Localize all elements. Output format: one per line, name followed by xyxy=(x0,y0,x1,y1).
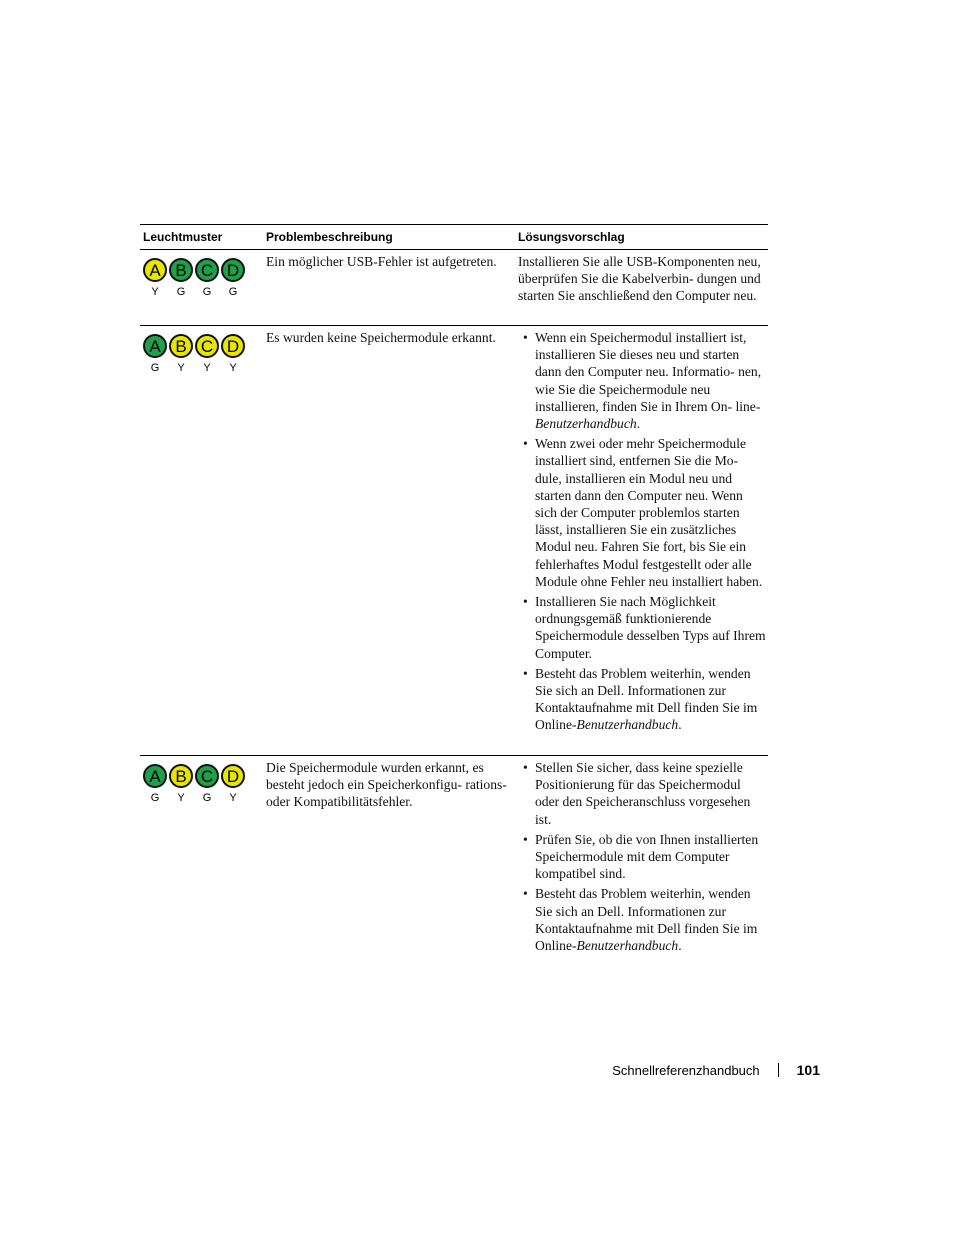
solution-item: • Besteht das Problem weiterhin, wenden Sie sich an Dell. Informationen zur Kontaktaufnahme mit Dell finden Sie im Online-Benutzerhandbuch. xyxy=(518,885,766,954)
light-d-color: G xyxy=(228,286,238,298)
solution-item: • Wenn ein Speichermodul installiert ist, installieren Sie dieses neu und starten dann den Computer neu. Informatio- nen, wie Sie die Speichermodule neu installieren, finden Sie in Ihrem On- line-Benutzerhandbuch. xyxy=(518,329,766,432)
page-number: 101 xyxy=(796,1062,820,1078)
light-d-color: Y xyxy=(229,792,237,804)
light-d-color: Y xyxy=(229,362,237,374)
light-d-icon: D xyxy=(221,764,245,788)
light-a-color: G xyxy=(150,792,160,804)
footer-title: Schnellreferenzhandbuch xyxy=(612,1062,760,1078)
light-a-icon: A xyxy=(143,764,167,788)
light-b-icon: B xyxy=(169,764,193,788)
solution-text: Installieren Sie alle USB-Komponenten neu, überprüfen Sie die Kabelverbin- dungen und starten Sie anschließend den Computer neu. xyxy=(518,254,761,304)
page-footer xyxy=(612,1062,820,1078)
table-row xyxy=(140,326,768,756)
light-pattern xyxy=(143,258,263,298)
light-pattern xyxy=(143,764,263,804)
diagnostic-lights-table xyxy=(140,224,768,966)
light-c-color: Y xyxy=(203,362,211,374)
problem-description: Es wurden keine Speichermodule erkannt. xyxy=(266,330,496,345)
light-c-icon: C xyxy=(195,764,219,788)
light-b-icon: B xyxy=(169,258,193,282)
light-c-icon: C xyxy=(195,258,219,282)
table-row xyxy=(140,756,768,966)
table-header xyxy=(140,225,768,250)
problem-description: Die Speichermodule wurden erkannt, es besteht jedoch ein Speicherkonfigu- rations- oder Kompatibilitätsfehler. xyxy=(266,760,507,810)
solution-item: • Wenn zwei oder mehr Speichermodule installiert sind, entfernen Sie die Mo- dule, installieren ein Modul neu und starten dann den Computer neu. Wenn sich der Computer problemlos starten lässt, installieren Sie ein zusätzliches Modul neu. Fahren Sie fort, bis Sie ein fehlerhaftes Modul festgestellt oder alle Module ohne Fehler neu installiert haben. xyxy=(518,435,766,590)
header-loesungsvorschlag: Lösungsvorschlag xyxy=(518,230,625,244)
header-problembeschreibung: Problembeschreibung xyxy=(266,230,393,244)
light-c-icon: C xyxy=(195,334,219,358)
light-a-color: Y xyxy=(151,286,159,298)
footer-separator xyxy=(778,1063,779,1077)
solution-item: • Stellen Sie sicher, dass keine spezielle Positionierung für das Speichermodul oder den Speicheranschluss vorgesehen ist. xyxy=(518,759,766,828)
solution-item: • Besteht das Problem weiterhin, wenden Sie sich an Dell. Informationen zur Kontaktaufnahme mit Dell finden Sie im Online-Benutzerhandbuch. xyxy=(518,665,766,734)
light-d-icon: D xyxy=(221,258,245,282)
light-b-color: G xyxy=(176,286,186,298)
light-pattern xyxy=(143,334,263,374)
light-a-icon: A xyxy=(143,334,167,358)
light-b-color: Y xyxy=(177,362,185,374)
problem-description: Ein möglicher USB-Fehler ist aufgetreten. xyxy=(266,254,497,269)
light-d-icon: D xyxy=(221,334,245,358)
light-c-color: G xyxy=(202,286,212,298)
light-a-icon: A xyxy=(143,258,167,282)
solution-list xyxy=(518,759,766,957)
solution-item: • Prüfen Sie, ob die von Ihnen installierten Speichermodule mit dem Computer kompatibel sind. xyxy=(518,831,766,883)
light-b-color: Y xyxy=(177,792,185,804)
table-row xyxy=(140,250,768,326)
light-b-icon: B xyxy=(169,334,193,358)
light-a-color: G xyxy=(150,362,160,374)
light-c-color: G xyxy=(202,792,212,804)
header-leuchtmuster: Leuchtmuster xyxy=(143,230,223,244)
solution-list xyxy=(518,329,766,737)
solution-item: • Installieren Sie nach Möglichkeit ordnungsgemäß funktionierende Speichermodule desselben Typs auf Ihrem Computer. xyxy=(518,593,766,662)
